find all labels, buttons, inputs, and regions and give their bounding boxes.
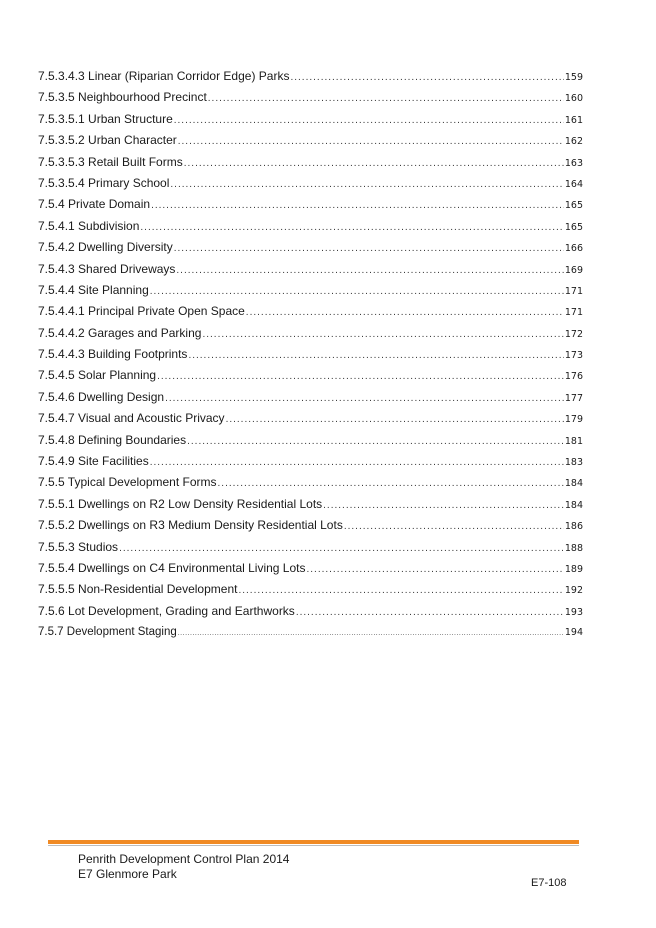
toc-entry[interactable]: [38, 494, 583, 515]
toc-entry-title: 7.5.4.9 Site Facilities: [38, 454, 149, 469]
toc-entry-title: 7.5.4.8 Defining Boundaries: [38, 432, 187, 447]
toc-entry-page: 184: [564, 478, 583, 490]
toc-entry-page: 186: [564, 521, 583, 533]
toc-entry-page: 181: [564, 435, 583, 447]
toc-entry-title: 7.5.4.3 Shared Driveways: [38, 261, 176, 276]
toc-entry-title: 7.5.5.1 Dwellings on R2 Low Density Residential Lots: [38, 496, 323, 511]
toc-dot-leader: [165, 388, 564, 409]
toc-entry-title: 7.5.4.2 Dwelling Diversity: [38, 240, 173, 255]
toc-entry-page: 165: [564, 200, 583, 212]
toc-entry-page: 192: [564, 585, 583, 597]
toc-entry[interactable]: [38, 408, 583, 429]
toc-entry-page: 189: [564, 563, 583, 575]
toc-entry-page: 166: [564, 243, 583, 255]
toc-dot-leader: [226, 409, 564, 430]
toc-entry-title: 7.5.3.5.3 Retail Built Forms: [38, 154, 183, 169]
toc-entry[interactable]: [38, 152, 583, 173]
toc-entry[interactable]: [38, 451, 583, 472]
footer-document-subtitle: E7 Glenmore Park: [78, 867, 177, 881]
toc-entry-page: 184: [564, 499, 583, 511]
toc-entry-page: 159: [564, 72, 583, 83]
toc-entry[interactable]: [38, 430, 583, 451]
toc-dot-leader: [184, 153, 564, 174]
toc-entry-page: 194: [564, 627, 583, 639]
toc-entry[interactable]: [38, 173, 583, 194]
toc-entry-page: 162: [564, 136, 583, 148]
toc-entry-title: 7.5.4.7 Visual and Acoustic Privacy: [38, 411, 225, 426]
toc-entry-title: 7.5.4.5 Solar Planning: [38, 368, 157, 383]
toc-entry[interactable]: [38, 87, 583, 108]
toc-dot-leader: [176, 260, 563, 281]
toc-entry-page: 161: [564, 114, 583, 126]
toc-entry-title: 7.5.4.6 Dwelling Design: [38, 389, 165, 404]
toc-entry[interactable]: [38, 515, 583, 536]
toc-entry[interactable]: [38, 622, 583, 643]
toc-entry-page: 172: [564, 328, 583, 340]
toc-entry[interactable]: [38, 387, 583, 408]
toc-entry[interactable]: [38, 280, 583, 301]
toc-entry-page: 163: [564, 157, 583, 169]
toc-entry-title: 7.5.4.1 Subdivision: [38, 218, 140, 233]
toc-entry[interactable]: [38, 323, 583, 344]
toc-entry-title: 7.5.3.5.4 Primary School: [38, 175, 170, 190]
toc-entry[interactable]: [38, 301, 583, 322]
toc-dot-leader: [174, 238, 564, 259]
toc-dot-leader: [202, 324, 563, 345]
toc-dot-leader: [344, 516, 564, 537]
toc-entry-title: 7.5.3.5.2 Urban Character: [38, 133, 177, 148]
toc-entry-title: 7.5.4.4.2 Garages and Parking: [38, 325, 202, 340]
toc-entry-page: 160: [564, 93, 583, 105]
toc-dot-leader: [306, 559, 563, 580]
toc-entry-title: 7.5.5.4 Dwellings on C4 Environmental Living Lots: [38, 560, 306, 575]
toc-dot-leader: [290, 67, 563, 88]
toc-entry-title: 7.5.3.4.3 Linear (Riparian Corridor Edge) Parks: [38, 69, 290, 83]
toc-entry-title: 7.5.5.5 Non-Residential Development: [38, 582, 238, 597]
toc-dot-leader: [150, 452, 564, 473]
toc-entry-title: 7.5.6 Lot Development, Grading and Earthworks: [38, 603, 295, 618]
toc-dot-leader: [150, 281, 564, 302]
footer-document-title: Penrith Development Control Plan 2014: [78, 852, 290, 866]
toc-entry-title: 7.5.5.2 Dwellings on R3 Medium Density Residential Lots: [38, 518, 343, 533]
toc-entry[interactable]: [38, 66, 583, 87]
toc-dot-leader: [323, 495, 564, 516]
toc-dot-leader: [170, 174, 563, 195]
toc-dot-leader: [151, 195, 564, 216]
toc-dot-leader: [188, 345, 563, 366]
toc-entry[interactable]: [38, 344, 583, 365]
toc-entry[interactable]: [38, 216, 583, 237]
toc-entry-page: 188: [564, 542, 583, 554]
footer-page-number: E7-108: [531, 877, 567, 889]
toc-entry-page: 171: [564, 307, 583, 319]
toc-dot-leader: [296, 602, 564, 623]
toc-entry-page: 164: [564, 178, 583, 190]
toc-entry-page: 169: [564, 264, 583, 276]
toc-entry[interactable]: [38, 259, 583, 280]
toc-entry-page: 171: [564, 285, 583, 297]
toc-entry-title: 7.5.3.5.1 Urban Structure: [38, 111, 173, 126]
toc-entry[interactable]: [38, 109, 583, 130]
toc-dot-leader: [157, 366, 564, 387]
toc-entry-page: 183: [564, 457, 583, 469]
toc-entry-title: 7.5.4.4.1 Principal Private Open Space: [38, 304, 245, 319]
toc-dot-leader: [174, 110, 564, 131]
toc-entry-title: 7.5.7 Development Staging: [38, 626, 177, 639]
toc-dot-leader: [187, 431, 564, 452]
toc-dot-leader: [208, 88, 564, 109]
toc-entry[interactable]: [38, 130, 583, 151]
footer-divider-grey: [48, 845, 579, 846]
toc-dot-leader: [218, 473, 564, 494]
toc-entry-page: 177: [564, 392, 583, 404]
toc-entry-title: 7.5.4.4.3 Building Footprints: [38, 347, 188, 362]
toc-entry[interactable]: [38, 601, 583, 622]
toc-dot-leader: [119, 538, 564, 559]
footer-divider-orange: [48, 840, 579, 844]
toc-entry[interactable]: [38, 579, 583, 600]
toc-entry-title: 7.5.3.5 Neighbourhood Precinct: [38, 90, 207, 105]
toc-entry[interactable]: [38, 558, 583, 579]
toc-entry[interactable]: [38, 237, 583, 258]
toc-entry-page: 193: [564, 606, 583, 618]
toc-entry-title: 7.5.5.3 Studios: [38, 539, 119, 554]
toc-entry[interactable]: [38, 472, 583, 493]
toc-entry-page: 165: [564, 221, 583, 233]
toc-entry-page: 176: [564, 371, 583, 383]
toc-entry-title: 7.5.5 Typical Development Forms: [38, 475, 217, 490]
toc-entry-title: 7.5.4 Private Domain: [38, 197, 151, 212]
toc-entry-page: 173: [564, 350, 583, 362]
toc-entry[interactable]: [38, 537, 583, 558]
table-of-contents: [38, 66, 583, 644]
toc-dot-leader: [238, 580, 563, 601]
toc-dot-leader: [178, 623, 564, 644]
toc-dot-leader: [246, 302, 564, 323]
toc-dot-leader: [178, 131, 564, 152]
toc-entry-title: 7.5.4.4 Site Planning: [38, 282, 149, 297]
toc-entry-page: 179: [564, 414, 583, 426]
toc-entry[interactable]: [38, 194, 583, 215]
toc-dot-leader: [140, 217, 563, 238]
toc-entry[interactable]: [38, 365, 583, 386]
